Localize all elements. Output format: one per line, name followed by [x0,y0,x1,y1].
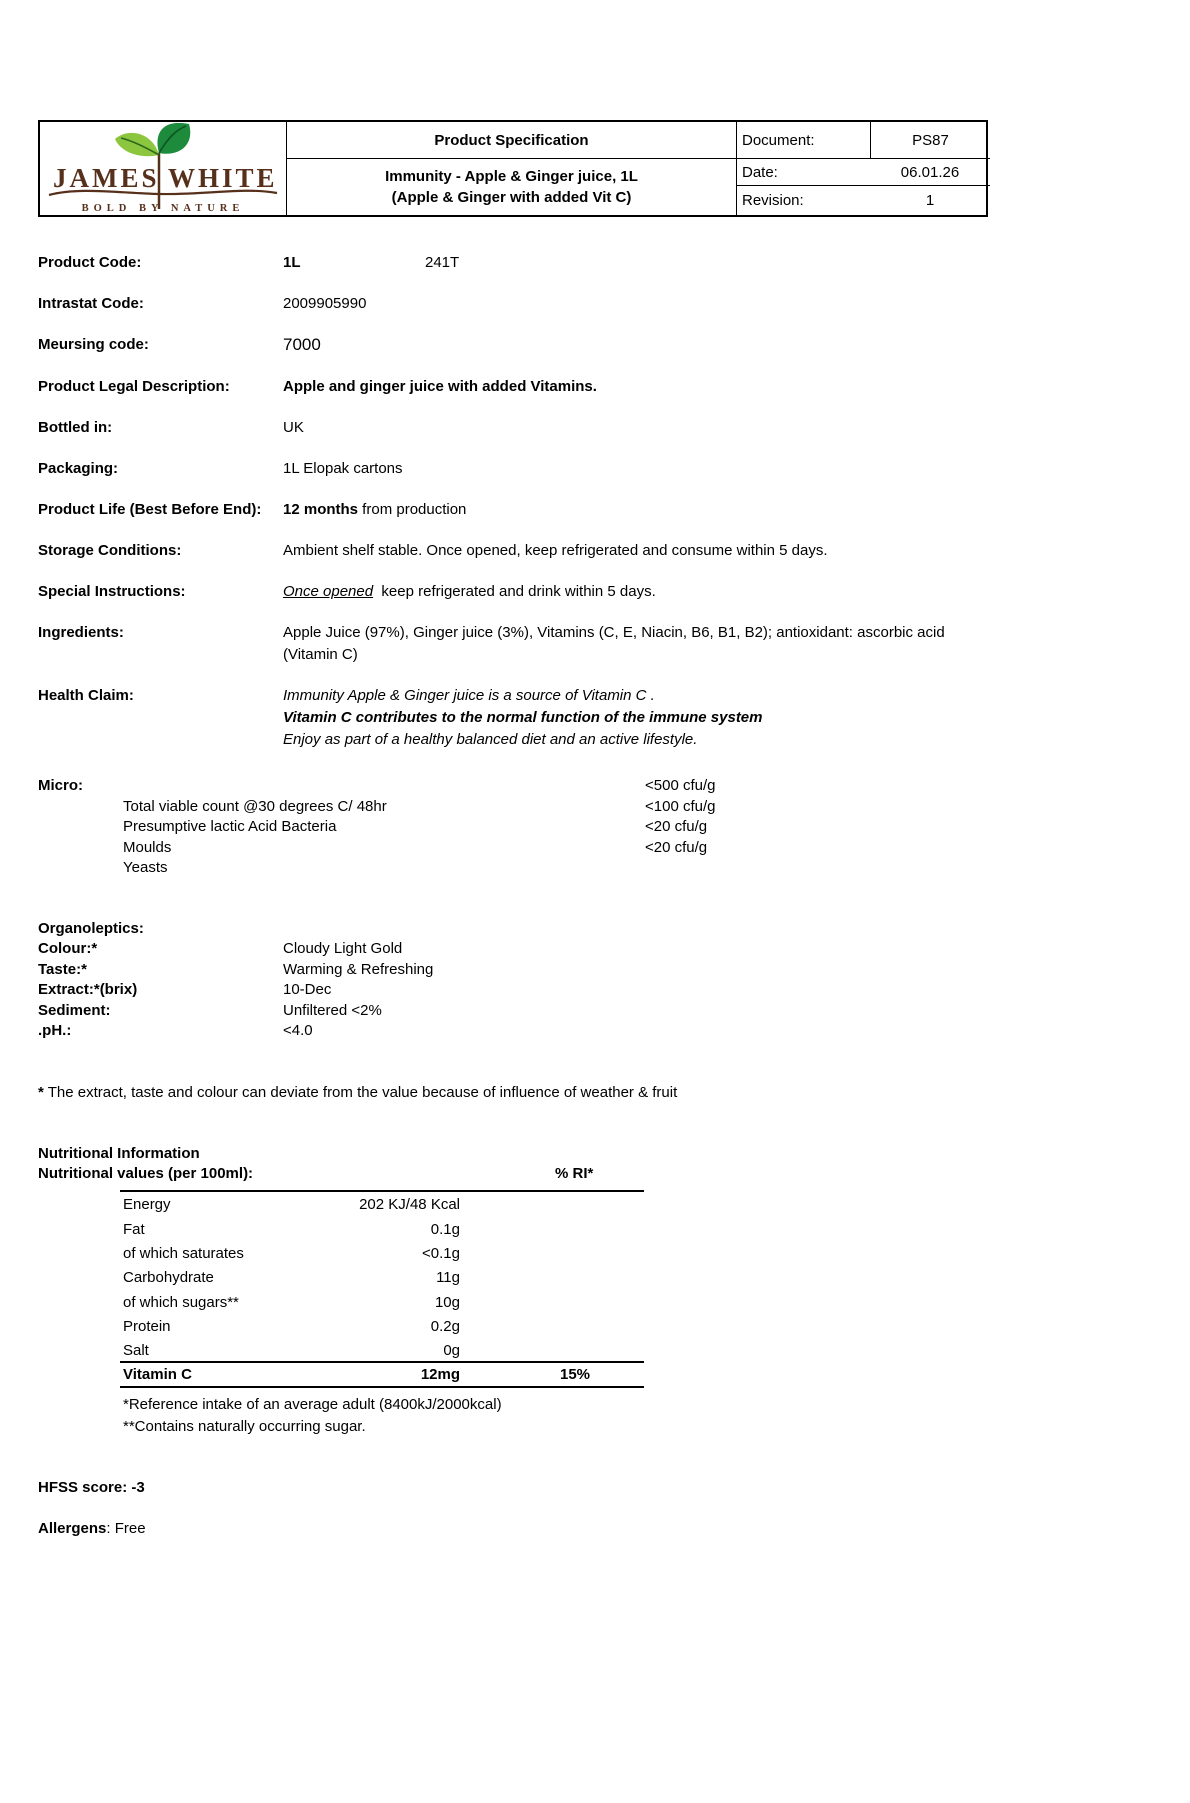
logo-name-right: WHITE [168,162,278,193]
meta-value-revision: 1 [925,192,935,209]
field-value [283,581,988,603]
field-label: Storage Conditions: [38,542,182,559]
field-label: Product Life (Best Before End): [38,501,262,518]
deviation-note-text: The extract, taste and colour can deviate from the value because of influence of weather & fruit [43,1083,678,1101]
text-segment: Enjoy as part of a healthy balanced diet and an active lifestyle. [283,731,698,748]
micro-label: Yeasts [123,859,168,876]
organoleptics-rows [38,939,988,1042]
nutrition-row [120,1290,644,1314]
nutrition-table-header [38,1165,988,1190]
hfss-score [38,1477,988,1499]
nutrition-label: Fat [123,1220,145,1238]
micro-row [38,858,988,879]
organoleptic-label: Colour:* [38,940,98,957]
micro-label: Presumptive lactic Acid Bacteria [123,818,337,835]
organoleptic-row [38,939,988,960]
field-row [38,376,988,398]
text-segment: Apple Juice (97%), Ginger juice (3%), Vitamins (C, E, Niacin, B6, B1, B2); antioxidant: ascorbic acid [283,624,945,641]
nutrition-footnotes [123,1394,988,1439]
product-fields [38,252,988,751]
field-label: Meursing code: [38,336,149,353]
field-value [283,458,988,480]
micro-value: <100 cfu/g [645,797,716,815]
micro-row [38,838,988,859]
text-segment: 1L Elopak cartons [283,460,403,477]
nutrition-value: 10g [434,1293,460,1311]
micro-row [38,817,988,838]
field-value-line [283,293,988,315]
micro-row [38,797,988,818]
text-segment: 2009905990 [283,295,367,312]
meta-row-date [737,159,990,186]
nutrition-row [120,1266,644,1290]
field-value-line [283,707,988,729]
field-label: Ingredients: [38,624,124,641]
nutrition-label: Salt [123,1341,149,1359]
nutrition-label: Carbohydrate [123,1269,214,1287]
organoleptic-value: Warming & Refreshing [283,960,434,978]
field-label: Packaging: [38,460,119,477]
field-value-line [283,540,988,562]
field-value-line [283,499,988,521]
organoleptics-section [38,919,988,1042]
product-name-line1: Immunity - Apple & Ginger juice, 1L [385,168,638,185]
product-title-block [287,159,736,215]
meta-value-date: 06.01.26 [900,163,960,181]
meta-row-document [737,122,990,159]
organoleptic-label: .pH.: [38,1022,72,1039]
james-white-logo-graphic [47,123,279,215]
header-middle-cell [287,122,737,215]
micro-value [645,858,988,879]
micro-value: <500 cfu/g [645,777,716,794]
nutrition-footnote: *Reference intake of an average adult (8400kJ/2000kcal) [123,1395,502,1413]
text-segment: Immunity Apple & Ginger juice is a source of Vitamin C . [283,687,655,704]
nutrition-row [120,1217,644,1241]
nutrition-label: Vitamin C [123,1365,192,1383]
header-meta [737,122,990,215]
micro-row [38,776,988,797]
field-row [38,293,988,315]
text-segment: UK [283,419,304,436]
field-value-line [283,622,988,644]
micro-label: Moulds [123,838,172,856]
field-value [283,376,988,398]
field-label: Health Claim: [38,687,134,704]
text-segment: Apple and ginger juice with added Vitamins. [283,378,597,395]
field-value [283,685,988,751]
meta-label-document: Document: [742,131,815,149]
field-row [38,458,988,480]
nutrition-ri-value: 15% [559,1365,591,1383]
nutrition-table [120,1190,644,1388]
product-name-line2: (Apple & Ginger with added Vit C) [391,189,632,206]
field-value [283,293,988,315]
organoleptic-value: Unfiltered <2% [283,1001,382,1019]
nutrition-label: Protein [123,1318,171,1336]
organoleptic-row [38,1001,988,1022]
field-value-line [283,685,988,707]
organoleptics-heading: Organoleptics: [38,919,144,937]
field-row [38,252,988,274]
allergens-label: Allergens [38,1519,107,1537]
micro-section [38,776,988,879]
nutrition-footnote: **Contains naturally occurring sugar. [123,1418,366,1436]
hfss-value: -3 [127,1478,145,1496]
meta-row-revision [737,186,990,215]
micro-label: Micro: [38,777,83,794]
nutrition-row [120,1363,644,1387]
nutrition-row [120,1241,644,1265]
organoleptic-row [38,1021,988,1042]
field-value [283,252,988,274]
nutrition-label: Energy [123,1196,171,1214]
meta-label-date: Date: [742,163,778,181]
nutrition-header-label: Nutritional values (per 100ml): [38,1164,254,1182]
micro-value: <20 cfu/g [645,838,708,856]
field-value-line [283,729,988,751]
meta-label-revision: Revision: [742,192,804,209]
nutrition-value: <0.1g [422,1244,460,1262]
nutrition-label: of which saturates [123,1244,244,1262]
deviation-note [38,1082,988,1104]
field-row [38,581,988,603]
nutrition-value: 0g [443,1341,460,1359]
text-segment: 12 months [283,501,359,518]
organoleptic-label: Extract:*(brix) [38,981,138,998]
hfss-label: HFSS score: [38,1478,128,1496]
field-row [38,417,988,439]
organoleptic-value: Cloudy Light Gold [283,940,403,957]
document-page [38,120,988,1540]
field-value-line [283,376,988,398]
logo [40,122,287,215]
field-value [283,622,988,666]
field-value [283,417,988,439]
field-row [38,685,988,751]
nutrition-row [120,1339,644,1363]
text-segment: 241T [425,254,460,271]
nutrition-value: 0.2g [430,1318,460,1336]
field-value [283,334,988,357]
logo-tagline: BOLD BY NATURE [81,202,245,214]
nutrition-ri-header: % RI* [555,1164,594,1182]
field-row [38,499,988,521]
field-label: Product Code: [38,254,142,271]
organoleptic-row [38,980,988,1001]
text-segment: Vitamin C contributes to the normal function of the immune system [283,709,763,726]
nutrition-value: 11g [436,1269,460,1287]
text-segment: Ambient shelf stable. Once opened, keep refrigerated and consume within 5 days. [283,542,828,559]
header-table [38,120,988,217]
micro-value: <20 cfu/g [645,818,708,835]
organoleptic-label: Sediment: [38,1001,111,1019]
text-segment: 1L [283,254,301,271]
nutrition-value: 12mg [420,1365,460,1383]
field-value-line [283,417,988,439]
field-value [283,499,988,521]
nutrition-row [120,1314,644,1338]
text-segment: Once opened [283,583,374,600]
organoleptic-row [38,960,988,981]
field-label: Bottled in: [38,419,113,436]
field-value [283,540,988,562]
nutrition-value: 202 KJ/48 Kcal [359,1196,460,1214]
field-value-line [283,252,988,274]
field-value-line [283,581,988,603]
field-label: Product Legal Description: [38,378,230,395]
field-row [38,334,988,357]
field-value-line [283,458,988,480]
field-value-line [283,644,988,666]
allergens-value: : Free [106,1519,146,1537]
organoleptic-value: <4.0 [283,1022,313,1039]
nutrition-value: 0.1g [430,1220,460,1238]
nutrition-section [38,1142,988,1439]
nutrition-label: of which sugars** [123,1293,239,1311]
meta-value-document: PS87 [870,122,990,158]
field-row [38,622,988,666]
nutrition-section-title: Nutritional Information [38,1144,200,1162]
allergens [38,1518,988,1540]
text-segment: keep refrigerated and drink within 5 days. [373,583,656,600]
text-segment: (Vitamin C) [283,646,358,663]
field-row [38,540,988,562]
text-segment: 7000 [283,335,321,354]
leaf-dark-icon [157,123,190,154]
organoleptic-label: Taste:* [38,960,87,978]
text-segment: from production [358,501,467,518]
document-title: Product Specification [287,122,736,159]
deviation-note-star: * [38,1083,44,1101]
field-label: Intrastat Code: [38,295,144,312]
nutrition-row [120,1193,644,1217]
organoleptic-value: 10-Dec [283,981,332,998]
logo-name-left: JAMES [53,162,160,193]
micro-label: Total viable count @30 degrees C/ 48hr [123,797,387,815]
field-value-line [283,334,988,357]
field-label: Special Instructions: [38,583,186,600]
